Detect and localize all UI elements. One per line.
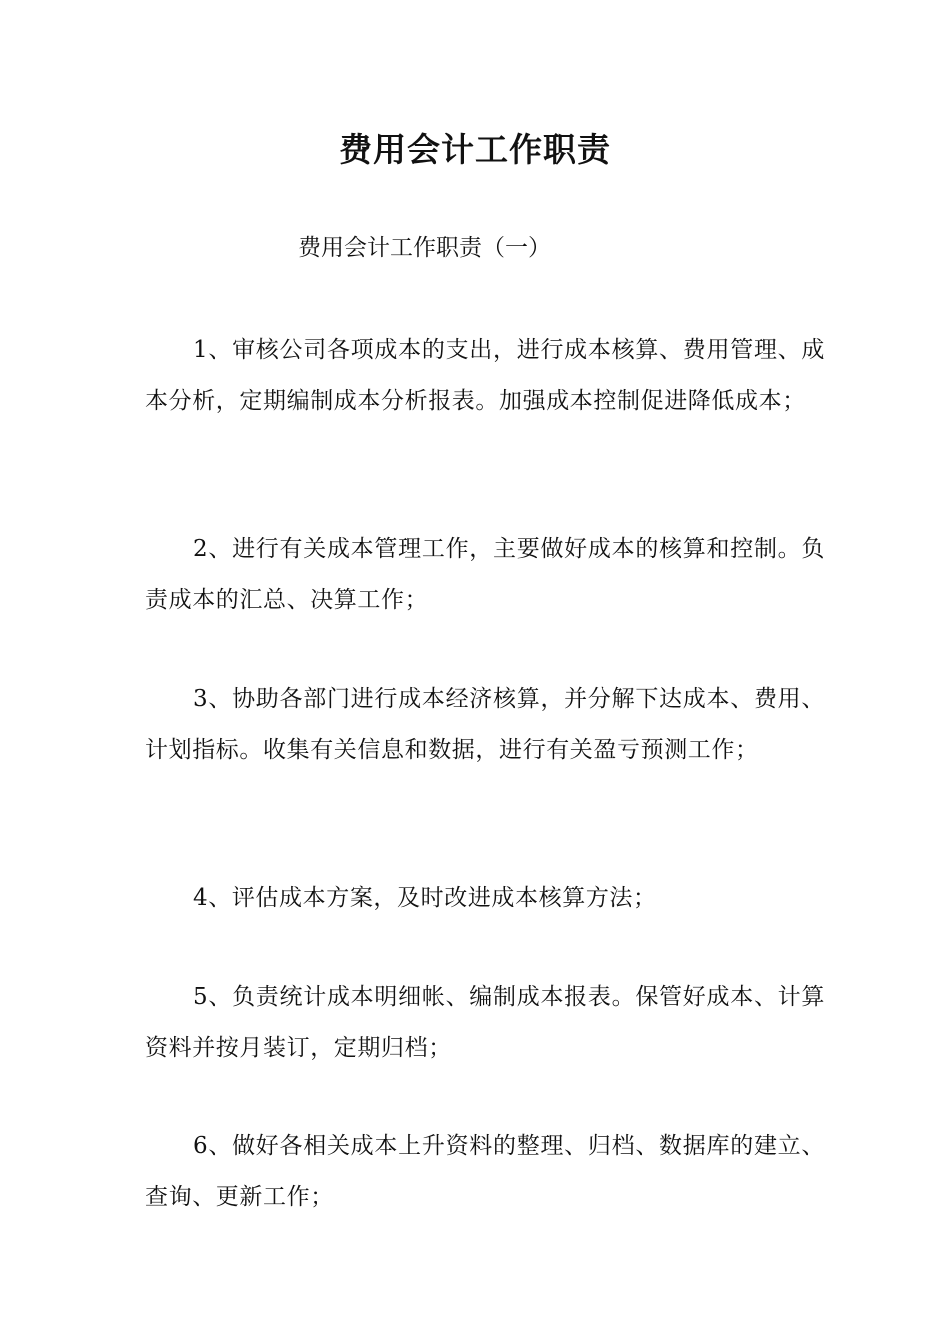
duty-paragraph-4: 4、评估成本方案，及时改进成本核算方法； [193, 885, 657, 911]
duty-paragraph-1: 1、审核公司各项成本的支出，进行成本核算、费用管理、成本分析，定期编制成本分析报表。加强成本控制促进降低成本； [145, 337, 825, 414]
section-subtitle: 费用会计工作职责（一） [298, 235, 551, 261]
document-title: 费用会计工作职责 [339, 130, 611, 169]
duty-paragraph-3: 3、协助各部门进行成本经济核算，并分解下达成本、费用、计划指标。收集有关信息和数据，进行有关盈亏预测工作； [145, 686, 825, 763]
duty-paragraph-6: 6、做好各相关成本上升资料的整理、归档、数据库的建立、查询、更新工作； [145, 1133, 825, 1210]
duty-paragraph-2: 2、进行有关成本管理工作，主要做好成本的核算和控制。负责成本的汇总、决算工作； [145, 536, 825, 613]
duty-paragraph-5: 5、负责统计成本明细帐、编制成本报表。保管好成本、计算资料并按月装订，定期归档； [145, 984, 825, 1061]
